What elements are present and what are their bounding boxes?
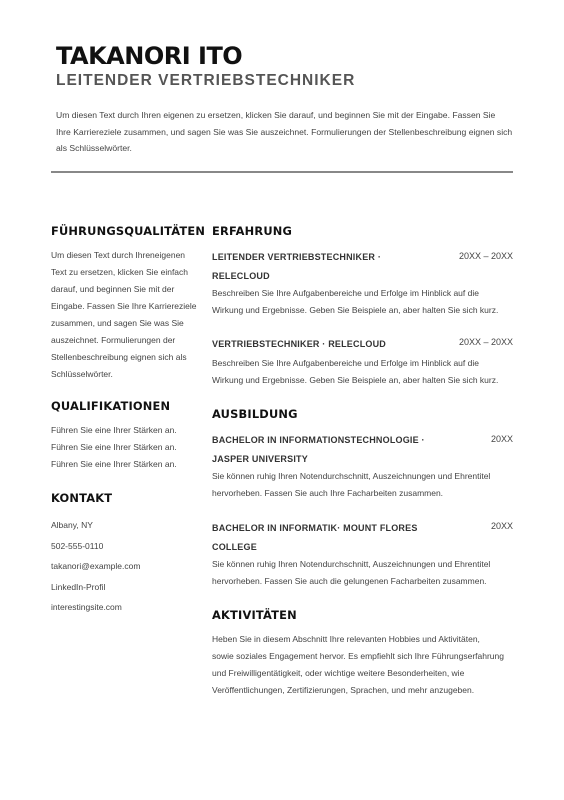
- activities-text: [212, 631, 517, 699]
- job-title-line: RELECLOUD: [212, 271, 270, 281]
- text-line: Stellenbeschreibung eignen sich als: [51, 352, 187, 362]
- header-divider: [51, 171, 513, 173]
- section-title-leadership: FÜHRUNGSQUALITÄTEN: [51, 224, 206, 238]
- education-date: 20XX: [490, 434, 513, 444]
- education-title-line: BACHELOR IN INFORMATIK· MOUNT FLORES: [212, 523, 418, 533]
- contact-phone: 502-555-0110: [51, 540, 104, 551]
- job-date: 20XX – 20XX: [458, 337, 513, 347]
- text-line: und Freiwilligentätigkeit, oder wichtige weitere Besonderheiten, wie: [212, 668, 465, 678]
- text-line: darauf, und beginnen Sie mit der: [51, 284, 175, 294]
- intro-text: [56, 107, 518, 157]
- job-title-line: VERTRIEBSTECHNIKER · RELECLOUD: [212, 339, 387, 349]
- candidate-role: LEITENDER VERTRIEBSTECHNIKER: [56, 72, 356, 89]
- text-line: zusammen, und sagen Sie was Sie: [51, 318, 184, 328]
- text-line: hervorheben. Fassen Sie auch Ihre Facharbeiten zusammen.: [212, 488, 444, 498]
- job-title-line: LEITENDER VERTRIEBSTECHNIKER ·: [212, 252, 382, 262]
- education-title-line: BACHELOR IN INFORMATIONSTECHNOLOGIE ·: [212, 435, 425, 445]
- text-line: auszeichnet. Formulierungen der: [51, 335, 176, 345]
- text-line: sowie soziales Engagement hervor. Es empfiehlt sich Ihre Führungserfahrung: [212, 651, 504, 661]
- job-description: [212, 285, 517, 319]
- contact-location: Albany, NY: [51, 520, 93, 530]
- section-title-experience: ERFAHRUNG: [212, 224, 293, 238]
- text-line: Eingabe. Fassen Sie Ihre Karriereziele: [51, 301, 197, 311]
- education-date: 20XX: [490, 521, 513, 531]
- text-line: Beschreiben Sie Ihre Aufgabenbereiche und Erfolge im Hinblick auf die: [212, 358, 479, 368]
- education-title: [212, 519, 462, 557]
- text-line: Sie können ruhig Ihren Notendurchschnitt, Auszeichnungen und Ehrentitel: [212, 471, 491, 481]
- text-line: Beschreiben Sie Ihre Aufgabenbereiche und Erfolge im Hinblick auf die: [212, 288, 479, 298]
- education-title: [212, 431, 462, 469]
- job-description: [212, 355, 517, 389]
- text-line: Führen Sie eine Ihrer Stärken an.: [51, 425, 177, 435]
- qualifications-text: [51, 422, 201, 473]
- contact-linkedin[interactable]: LinkedIn-Profil: [51, 581, 106, 592]
- text-line: Heben Sie in diesem Abschnitt Ihre relevanten Hobbies und Aktivitäten,: [212, 634, 480, 644]
- text-line: Führen Sie eine Ihrer Stärken an.: [51, 459, 177, 469]
- education-title-line: JASPER UNIVERSITY: [212, 454, 308, 464]
- education-description: [212, 556, 517, 590]
- text-line: Schlüsselwörter.: [51, 369, 113, 379]
- section-title-activities: AKTIVITÄTEN: [212, 608, 297, 622]
- text-line: Wirkung und Ergebnisse. Geben Sie Beispiele an, aber halten Sie sich kurz.: [212, 375, 499, 385]
- leadership-text: [51, 247, 201, 383]
- section-title-contact: KONTAKT: [51, 491, 113, 505]
- contact-text: [51, 515, 201, 618]
- section-title-qualifications: QUALIFIKATIONEN: [51, 399, 171, 413]
- education-title-line: COLLEGE: [212, 542, 257, 552]
- intro-line: Ihre Karriereziele zusammen, und sagen Sie was Sie auszeichnet. Formulierungen der Stellenbeschreibung eignen sich: [56, 126, 513, 137]
- job-title: [212, 335, 442, 354]
- education-description: [212, 468, 517, 502]
- text-line: Führen Sie eine Ihrer Stärken an.: [51, 442, 177, 452]
- text-line: Sie können ruhig Ihren Notendurchschnitt, Auszeichnungen und Ehrentitel: [212, 559, 491, 569]
- text-line: hervorheben. Fassen Sie auch die gelungenen Facharbeiten zusammen.: [212, 576, 487, 586]
- intro-line: als Schlüsselwörter.: [56, 143, 132, 153]
- text-line: Veröffentlichungen, Zertifizierungen, Sprachen, und mehr anzugeben.: [212, 685, 475, 695]
- text-line: Text zu ersetzen, klicken Sie einfach: [51, 267, 189, 277]
- intro-line: Um diesen Text durch Ihren eigenen zu ersetzen, klicken Sie darauf, und beginnen Sie mit der Eingabe. Fassen Sie: [56, 110, 496, 120]
- job-title: [212, 248, 442, 286]
- job-date: 20XX – 20XX: [458, 251, 513, 261]
- candidate-name: TAKANORI ITO: [56, 42, 243, 70]
- text-line: Um diesen Text durch Ihreneigenen: [51, 250, 186, 260]
- text-line: Wirkung und Ergebnisse. Geben Sie Beispiele an, aber halten Sie sich kurz.: [212, 305, 499, 315]
- contact-email[interactable]: takanori@example.com: [51, 561, 141, 571]
- contact-website[interactable]: interestingsite.com: [51, 602, 122, 612]
- section-title-education: AUSBILDUNG: [212, 407, 298, 421]
